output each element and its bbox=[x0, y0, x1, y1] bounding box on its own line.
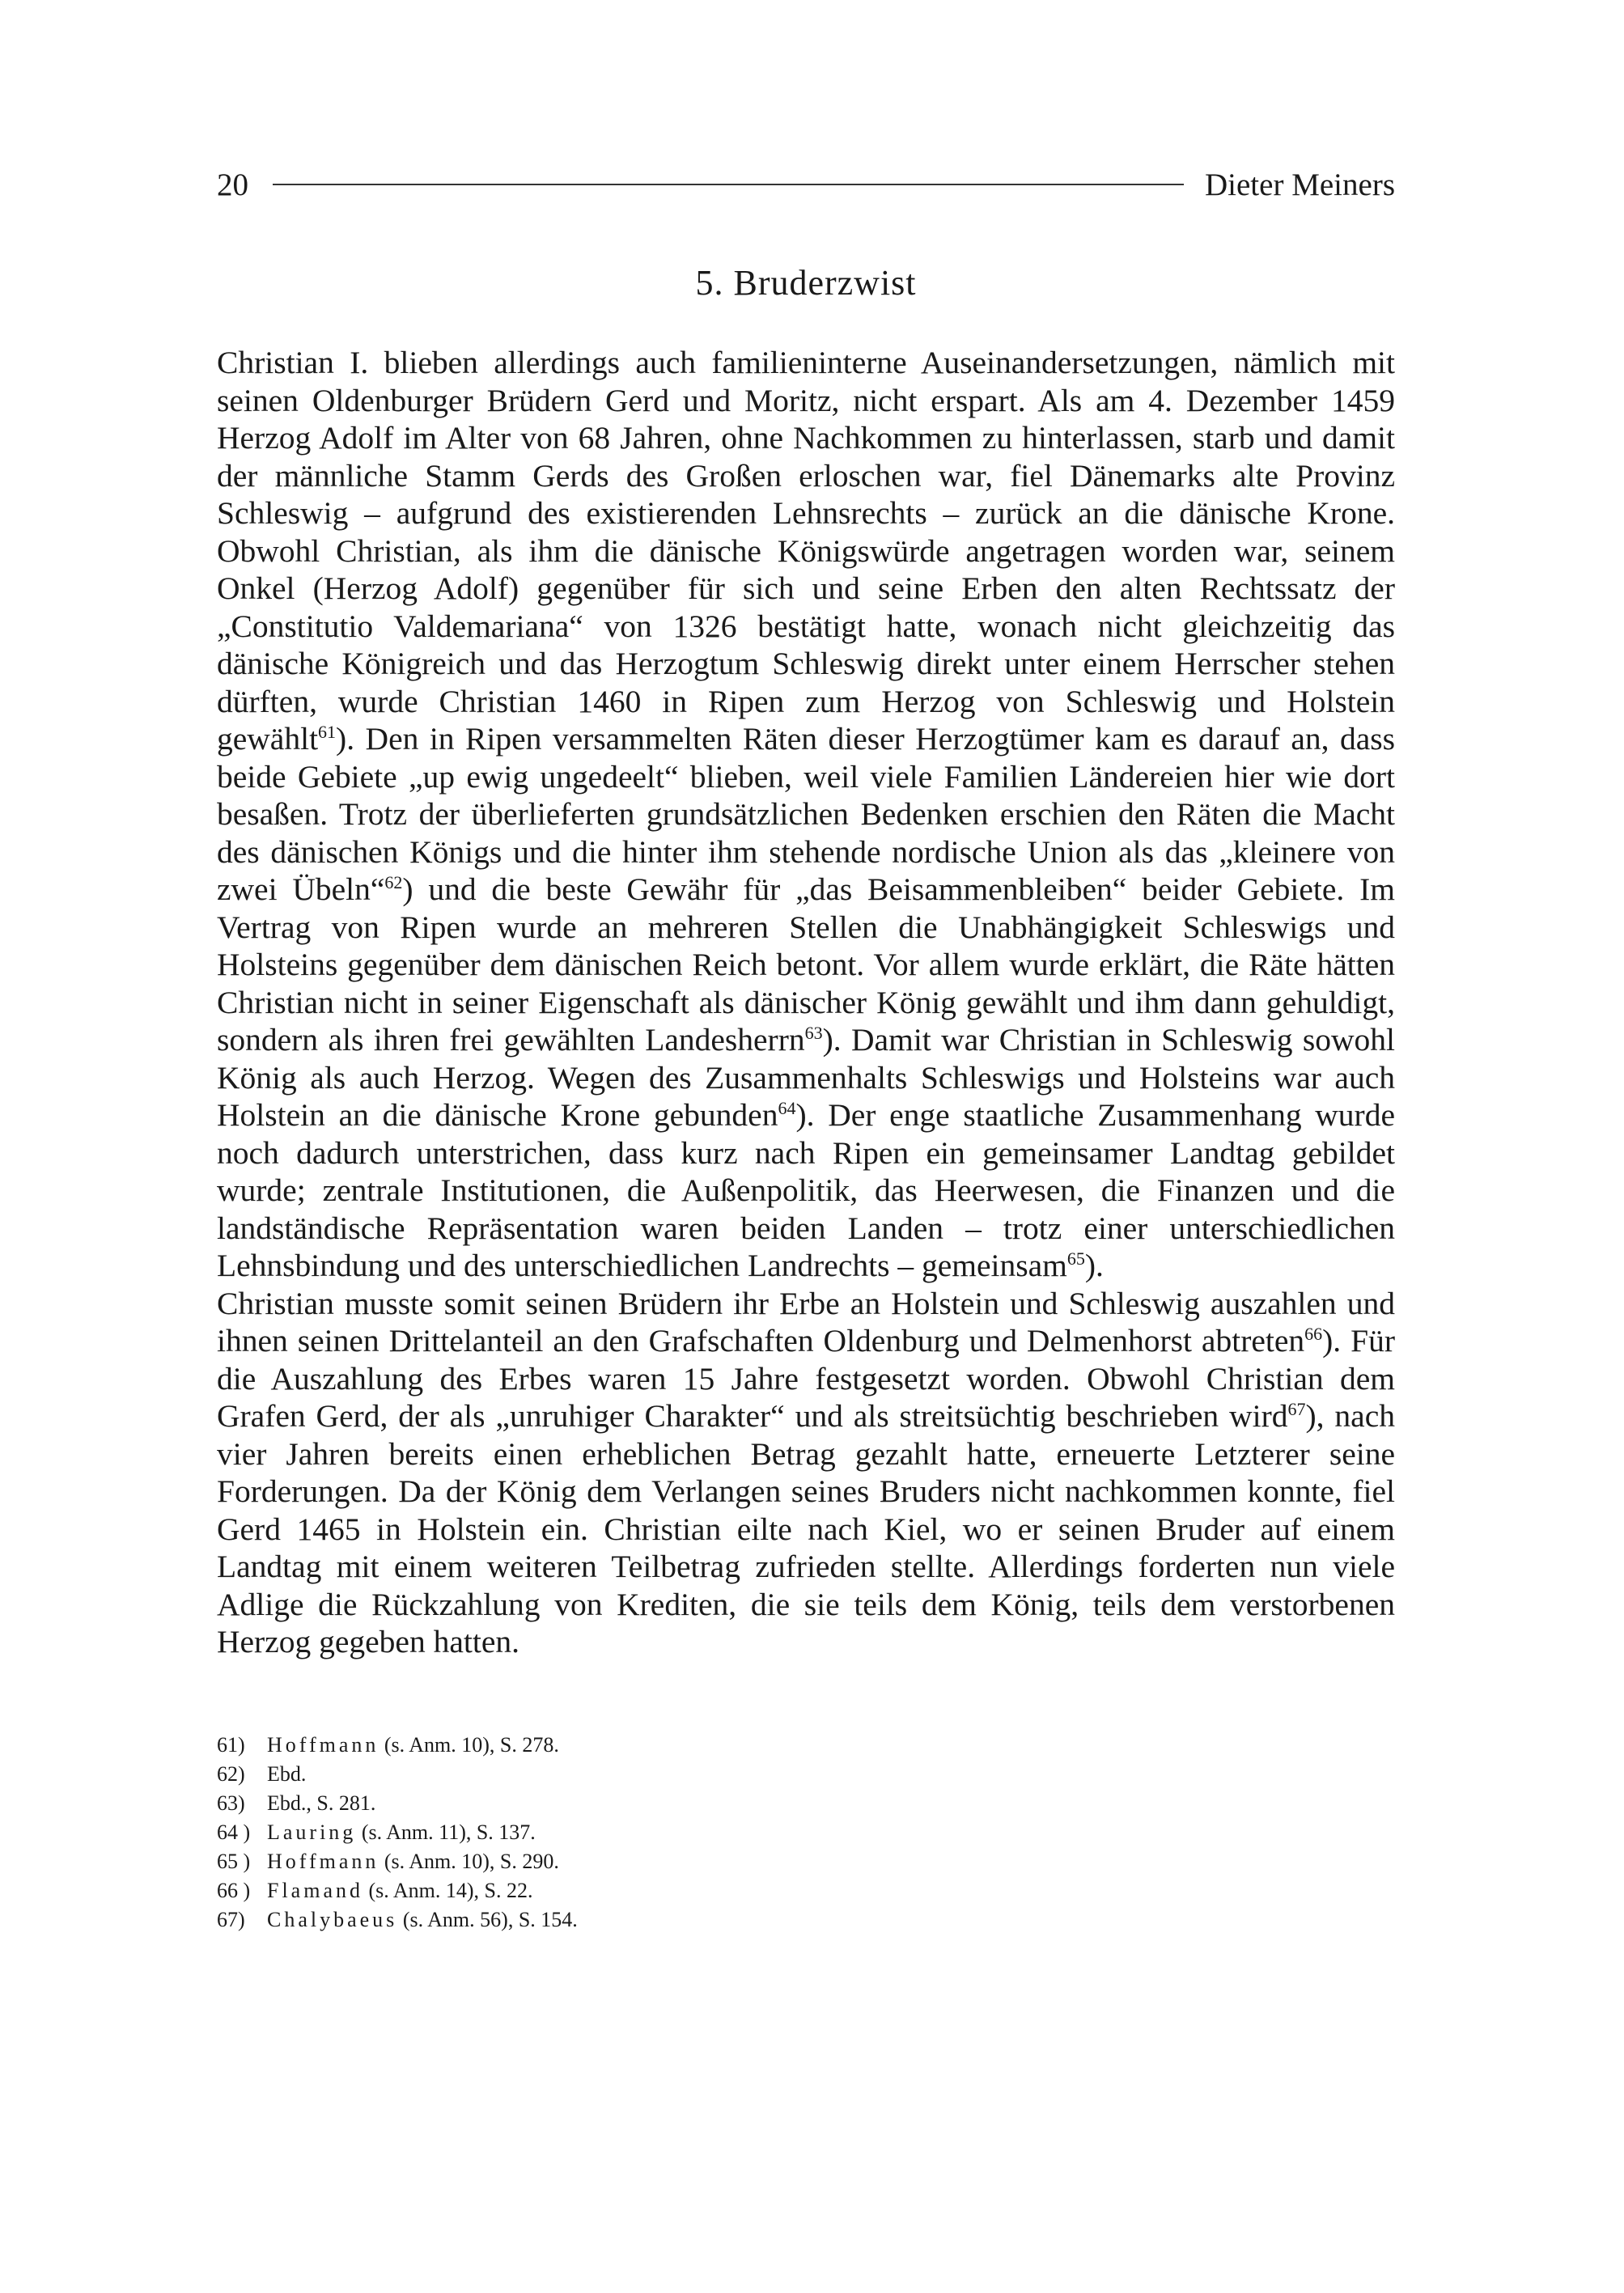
footnote-number: 66 ) bbox=[217, 1878, 251, 1902]
paragraph-text: ). Damit war Christian in Schleswig sowohl König als auch Herzog. Wegen des Zusammenhalts Schleswigs und Holsteins war auch Holstein an die dänische Krone gebunden bbox=[217, 1022, 1395, 1133]
running-head-author: Dieter Meiners bbox=[1205, 167, 1395, 202]
footnote-text bbox=[267, 1789, 375, 1818]
body-text bbox=[217, 344, 1395, 1661]
footnote-author: Hoffmann bbox=[267, 1732, 379, 1757]
footnote bbox=[217, 1731, 1395, 1760]
running-head bbox=[217, 160, 1395, 209]
footnote-number: 61) bbox=[217, 1732, 245, 1757]
paragraph-text: ) und die beste Gewähr für „das Beisammenbleiben“ beider Gebiete. Im Vertrag von Ripen wurde an mehreren Stellen die Unabhängigkeit Schleswigs und Holsteins gegenüber dem dänischen Reich betont. Vor allem wurde erklärt, die Räte hätten Christian nicht in seiner Eigenschaft als dänischer König gewählt und ihm dann gehuldigt, sondern als ihren frei gewählten Landesherrn bbox=[217, 871, 1395, 1057]
footnote bbox=[217, 1789, 1395, 1818]
footnote-text bbox=[267, 1905, 578, 1935]
footnote-number: 63) bbox=[217, 1791, 245, 1815]
footnote-number: 62) bbox=[217, 1761, 245, 1786]
footnote-reference: (s. Anm. 10), S. 290. bbox=[384, 1849, 559, 1873]
footnote bbox=[217, 1876, 1395, 1905]
footnote-number: 67) bbox=[217, 1907, 245, 1931]
footnote-text bbox=[267, 1818, 536, 1847]
footnote bbox=[217, 1847, 1395, 1876]
footnote bbox=[217, 1818, 1395, 1847]
footnote-reference: (s. Anm. 11), S. 137. bbox=[361, 1820, 536, 1844]
footnote-marker[interactable]: 65 bbox=[1066, 1248, 1085, 1269]
footnote-author: Lauring bbox=[267, 1820, 357, 1844]
footnote-marker[interactable]: 64 bbox=[778, 1097, 796, 1118]
book-page bbox=[217, 160, 1395, 1935]
paragraph bbox=[217, 1285, 1395, 1661]
footnote-text bbox=[267, 1876, 532, 1905]
footnote bbox=[217, 1760, 1395, 1789]
paragraph bbox=[217, 344, 1395, 1285]
footnote-reference: (s. Anm. 10), S. 278. bbox=[384, 1732, 559, 1757]
footnote-reference: (s. Anm. 14), S. 22. bbox=[368, 1878, 533, 1902]
footnote-reference: Ebd., S. 281. bbox=[267, 1791, 376, 1815]
footnote-marker[interactable]: 61 bbox=[318, 721, 337, 742]
paragraph-text: ). bbox=[1084, 1248, 1104, 1283]
footnote-text bbox=[267, 1731, 559, 1760]
paragraph-text: ). Der enge staatliche Zusammenhang wurde noch dadurch unterstrichen, dass kurz nach Ripen ein gemeinsamer Landtag gebildet wurde; zentrale Institutionen, die Außenpolitik, das Heerwesen, die Finanzen und die landständische Repräsentation waren beiden Landen – trotz einer unterschiedlichen Lehnsbindung und des unterschiedlichen Landrechts – gemeinsam bbox=[217, 1097, 1395, 1283]
footnote-author: Flamand bbox=[267, 1878, 363, 1902]
footnote-number: 64 ) bbox=[217, 1820, 251, 1844]
paragraph-text: Christian musste somit seinen Brüdern ihr Erbe an Holstein und Schleswig auszahlen und ihnen seinen Drittelanteil an den Grafschaften Oldenburg und Delmenhorst abtreten bbox=[217, 1285, 1395, 1358]
header-rule bbox=[273, 184, 1184, 185]
page-number: 20 bbox=[217, 167, 248, 202]
footnote bbox=[217, 1905, 1395, 1935]
footnote-text bbox=[267, 1760, 306, 1789]
footnotes bbox=[217, 1731, 1395, 1935]
footnote-marker[interactable]: 63 bbox=[804, 1022, 823, 1043]
footnote-reference: (s. Anm. 56), S. 154. bbox=[402, 1907, 578, 1931]
footnote-text bbox=[267, 1847, 559, 1876]
paragraph-text: ). Für die Auszahlung des Erbes waren 15 Jahre festgesetzt worden. Obwohl Christian dem Grafen Gerd, der als „unruhiger Charakter“ und als streitsüchtig beschrieben wird bbox=[217, 1323, 1396, 1434]
footnote-reference: Ebd. bbox=[267, 1761, 307, 1786]
footnote-marker[interactable]: 66 bbox=[1304, 1323, 1323, 1344]
paragraph-text: ), nach vier Jahren bereits einen erheblichen Betrag gezahlt hatte, erneuerte Letzterer seine Forderungen. Da der König dem Verlangen seines Bruders nicht nachkommen konnte, fiel Gerd 1465 in Holstein ein. Christian eilte nach Kiel, wo er seinen Bruder auf einem Landtag mit einem weiteren Teilbetrag zufrieden stellte. Allerdings forderten nun viele Adlige die Rückzahlung von Krediten, die sie teils dem König, teils dem verstorbenen Herzog gegeben hatten. bbox=[217, 1398, 1395, 1659]
paragraph-text: Christian I. blieben allerdings auch familieninterne Auseinandersetzungen, nämlich mit seinen Oldenburger Brüdern Gerd und Moritz, nicht erspart. Als am 4. Dezember 1459 Herzog Adolf im Alter von 68 Jahren, ohne Nachkommen zu hinterlassen, starb und damit der männliche Stamm Gerds des Großen erloschen war, fiel Dänemarks alte Provinz Schleswig – aufgrund des existierenden Lehnsrechts – zurück an die dänische Krone. Obwohl Christian, als ihm die dänische Königswürde angetragen worden war, seinem Onkel (Herzog Adolf) gegenüber für sich und seine Erben den alten Rechtssatz der „Constitutio Valdemariana“ von 1326 bestätigt hatte, wonach nicht gleichzeitig das dänische Königreich und das Herzogtum Schleswig direkt unter einem Herrscher stehen dürften, wurde Christian 1460 in Ripen zum Herzog von Schleswig und Holstein gewählt bbox=[217, 345, 1395, 757]
footnote-author: Chalybaeus bbox=[267, 1907, 398, 1931]
footnote-author: Hoffmann bbox=[267, 1849, 379, 1873]
footnote-marker[interactable]: 67 bbox=[1287, 1398, 1306, 1419]
footnote-number: 65 ) bbox=[217, 1849, 251, 1873]
paragraph-text: ). Den in Ripen versammelten Räten dieser Herzogtümer kam es darauf an, dass beide Gebiete „up ewig ungedeelt“ blieben, weil viele Familien Ländereien hier wie dort besaßen. Trotz der überlieferten grundsätzlichen Bedenken erschien den Räten die Macht des dänischen Königs und die hinter ihm stehende nordische Union als das „kleinere von zwei Übeln“ bbox=[217, 721, 1395, 907]
section-heading: 5. Bruderzwist bbox=[695, 263, 917, 303]
footnote-marker[interactable]: 62 bbox=[384, 871, 403, 892]
